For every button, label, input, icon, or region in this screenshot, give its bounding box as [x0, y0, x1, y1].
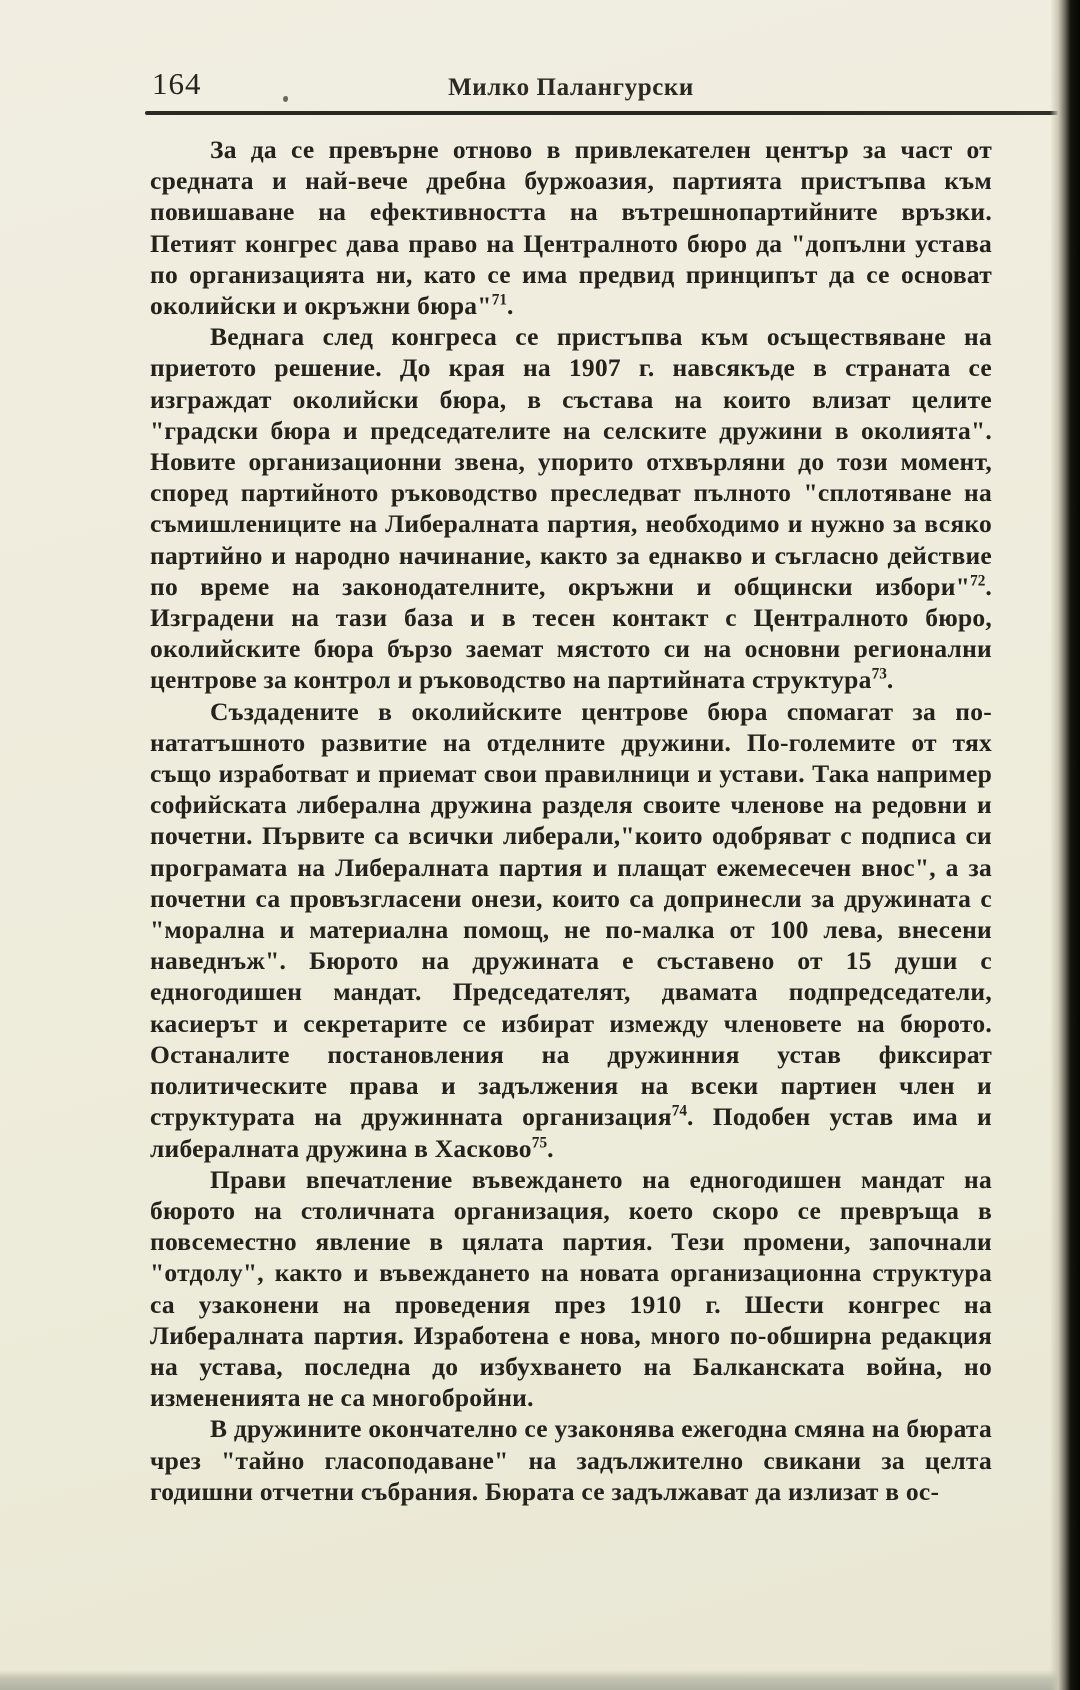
footnote-ref: 74 [671, 1102, 688, 1120]
text-run: . Подобен устав има и либералната дружина в Хасково [150, 1102, 992, 1163]
text-run: Създадените в околийските центрове бюра спомагат за по-нататъшното развитие на отделните дружини. По-големите от тях също изработват и приемат свои правилници и устави. Така например софийската либерална дружина разделя своите членове на редовни и почетни. Първите са всички либерали,"които одобряват с подписа си програмата на Либералната партия и плащат ежемесечен внос", а за почетни са провъзгласени онези, които са допринесли за дружината с "морална и материална помощ, не по-малка от 100 лева, внесени наведнъж". Бюрото на дружината е съставено от 15 души с едногодишен мандат. Председателят, двамата подпредседатели, касиерът и секретарите се избират измежду членовете на бюрото. Останалите постановления на дружинния устав фиксират политическите права и задължения на всеки партиен член и структурата на дружинната организация [150, 696, 992, 1132]
paragraph [150, 1413, 992, 1507]
paragraph [150, 134, 992, 321]
footnote-ref: 72 [970, 572, 986, 590]
text-run: В дружините окончателно се узаконява ежегодна смяна на бюрата чрез "тайно гласоподаване" на задължително свикани за целта годишни отчетни събрания. Бюрата се задължават да излизат в ос- [150, 1414, 992, 1506]
text-run: . [547, 1133, 554, 1163]
book-bottom-edge-shadow [0, 1670, 1080, 1690]
footnote-ref: 73 [871, 665, 887, 683]
header-rule [145, 111, 1062, 115]
page-number: 164 [152, 66, 202, 101]
paragraph [150, 1164, 992, 1414]
paragraph [150, 696, 992, 1164]
text-run: Веднага след конгреса се пристъпва към осъществяване на приетото решение. До края на 1907 г. навсякъде в страната се изграждат околийски бюра, в състава на които влизат целите "градски бюра и председателите на селските дружини в околията". Новите организационни звена, упорито отхвърляни до този момент, според партийното ръководство преследват пълното "сплотяване на съмишлениците на Либералната партия, необходимо и нужно за всяко партийно и народно начинание, както за еднакво и съгласно действие по време на законодателните, окръжни и общински избори" [150, 322, 992, 601]
book-right-edge-shadow [1050, 0, 1080, 1690]
text-run: . [886, 665, 894, 695]
text-run: За да се превърне отново в привлекателен център за част от средната и най-вече дребна буржоазия, партията пристъпва към повишаване на ефективността на вътрешнопартийните връзки. Петият конгрес дава право на Централното бюро да "допълни устава по организацията ни, като се има предвид принципът да се основат околийски и окръжни бюра" [150, 135, 992, 321]
text-run: Прави впечатление въвеждането на едногодишен мандат на бюрото на столичната организация, което скоро се превръща в повсеместно явление в цялата партия. Тези промени, започнали "отдолу", както и въвеждането на новата организационна структура са узаконени на проведения през 1910 г. Шести конгрес на Либералната партия. Изработена е нова, много по-обширна редакция на устава, последна до избухването на Балканската война, но измененията не са многобройни. [150, 1164, 992, 1413]
running-head-author: Милко Палангурски [448, 74, 694, 101]
paragraph [150, 321, 992, 695]
footnote-ref: 75 [531, 1134, 548, 1151]
text-run: . [506, 291, 514, 321]
text-run: . Изградени на тази база и в тесен контакт с Централното бюро, околийските бюра бързо заемат мястото си на основни регионални центрове за контрол и ръководство на партийната структура [150, 571, 992, 695]
page-body [150, 134, 992, 1507]
footnote-ref: 71 [491, 291, 507, 309]
